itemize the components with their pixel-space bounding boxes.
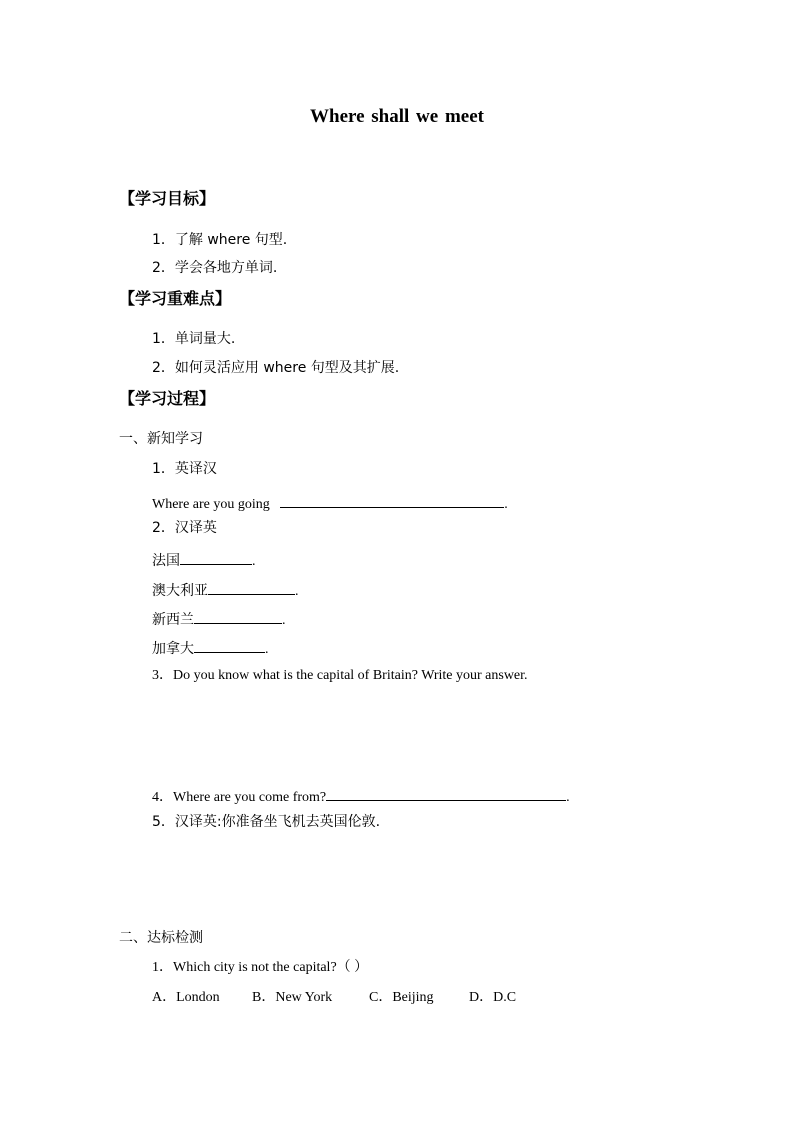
q1-line <box>152 493 508 512</box>
q2-word-2-line <box>152 580 299 599</box>
q2-word-4: 加拿大 <box>152 641 194 657</box>
q2-word-4-end: . <box>265 642 269 657</box>
section-heading-goals: 【学习目标】 <box>119 189 216 208</box>
option-c[interactable]: C．Beijing <box>369 990 434 1005</box>
q2-label: 2．汉译英 <box>152 520 217 536</box>
q2-word-3: 新西兰 <box>152 612 194 628</box>
q1-label: 1．英译汉 <box>152 461 217 477</box>
page-title: Where shall we meet <box>310 106 484 127</box>
option-b[interactable]: B．New York <box>252 990 333 1005</box>
option-d[interactable]: D．D.C <box>469 990 517 1005</box>
q2-word-2: 澳大利亚 <box>152 583 208 599</box>
answer-blank[interactable] <box>326 786 566 801</box>
q2-word-2-end: . <box>295 584 299 599</box>
test-q1-options <box>152 991 516 1005</box>
q2-word-1: 法国 <box>152 553 180 569</box>
difficulty-item-2: 2．如何灵活应用 where 句型及其扩展. <box>152 360 400 376</box>
answer-blank[interactable] <box>194 609 282 624</box>
answer-blank[interactable] <box>280 493 504 508</box>
q2-word-3-end: . <box>282 613 286 628</box>
option-a[interactable]: A．London <box>152 990 220 1005</box>
answer-blank[interactable] <box>194 638 265 653</box>
q2-word-1-line <box>152 550 256 569</box>
q4-text: 4．Where are you come from? <box>152 790 327 805</box>
answer-blank[interactable] <box>180 550 252 565</box>
section-heading-difficulties: 【学习重难点】 <box>119 289 232 308</box>
q3-text: 3．Do you know what is the capital of Britain? Write your answer. <box>152 668 528 683</box>
difficulty-item-1: 1．单词量大. <box>152 331 236 347</box>
section-heading-process: 【学习过程】 <box>119 389 216 408</box>
answer-blank[interactable] <box>208 580 295 595</box>
q4-line <box>152 786 570 805</box>
q1-prompt: Where are you going <box>152 497 270 512</box>
q2-word-1-end: . <box>252 554 256 569</box>
q2-word-4-line <box>152 638 269 657</box>
goal-item-2: 2．学会各地方单词. <box>152 260 278 276</box>
q2-word-3-line <box>152 609 286 628</box>
q5-text: 5．汉译英:你准备坐飞机去英国伦敦. <box>152 814 381 830</box>
part-heading-test: 二、达标检测 <box>119 930 203 946</box>
goal-item-1: 1．了解 where 句型. <box>152 232 288 248</box>
q1-end: . <box>504 497 508 512</box>
q4-end: . <box>566 790 570 805</box>
part-heading-new-knowledge: 一、新知学习 <box>119 431 203 447</box>
test-q1-text: 1．Which city is not the capital?（ ） <box>152 960 369 975</box>
